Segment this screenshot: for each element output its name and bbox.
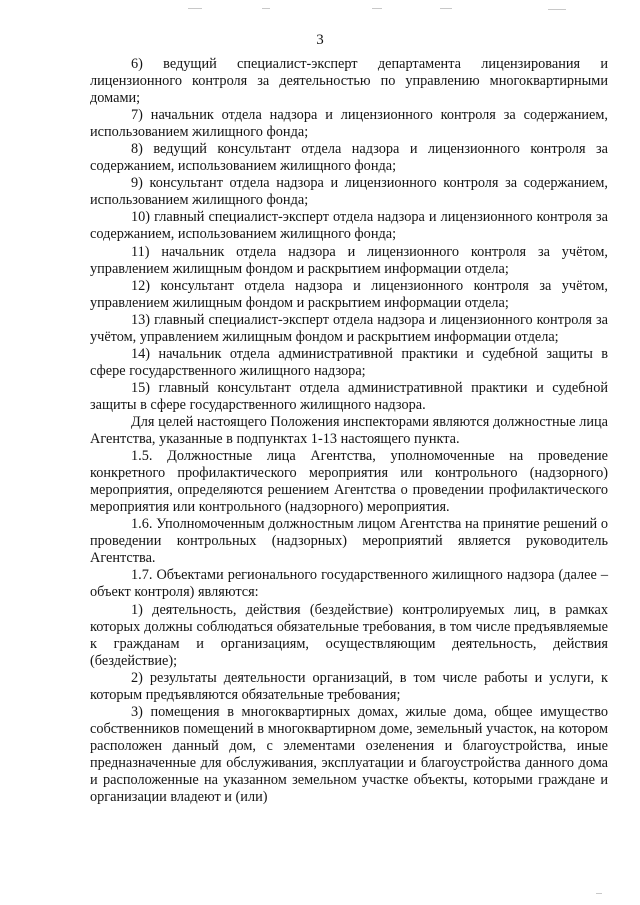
section-1-6: 1.6. Уполномоченным должностным лицом Агентства на принятие решений о проведении контрольных (надзорных) мероприятий является руководитель Агентства. <box>90 516 608 567</box>
object-item-3: 3) помещения в многоквартирных домах, жилые дома, общее имущество собственников помещений в многоквартирном доме, земельный участок, на котором расположен данный дом, с элементами озеленения и благоустройства, иные предназначенные для обслуживания, эксплуатации и благоустройства данного дома и расположенные на указанном земельном участке объекты, которыми граждане и организации владеют и (или) <box>90 703 608 806</box>
document-body <box>90 56 608 806</box>
list-item-13: 13) главный специалист-эксперт отдела надзора и лицензионного контроля за учётом, управлением жилищным фондом и раскрытием информации отдела; <box>90 311 608 345</box>
section-1-5: 1.5. Должностные лица Агентства, уполномоченные на проведение конкретного профилактического мероприятия или контрольного (надзорного) мероприятия, определяются решением Агентства о проведении профилактического мероприятия или контрольного (надзорного) мероприятия. <box>90 448 608 516</box>
scan-artifact <box>440 8 452 9</box>
page-number: 3 <box>316 32 324 48</box>
scan-artifact <box>188 8 202 9</box>
scan-artifact <box>262 8 270 9</box>
list-item-15: 15) главный консультант отдела административной практики и судебной защиты в сфере государственного жилищного надзора. <box>90 379 608 413</box>
list-item-11: 11) начальник отдела надзора и лицензионного контроля за учётом, управлением жилищным фондом и раскрытием информации отдела; <box>90 243 608 277</box>
list-item-7: 7) начальник отдела надзора и лицензионного контроля за содержанием, использованием жилищного фонда; <box>90 107 608 141</box>
list-item-9: 9) консультант отдела надзора и лицензионного контроля за содержанием, использованием жилищного фонда; <box>90 175 608 209</box>
scan-artifact <box>596 893 602 894</box>
list-item-12: 12) консультант отдела надзора и лицензионного контроля за учётом, управлением жилищным фондом и раскрытием информации отдела; <box>90 277 608 311</box>
scan-artifact <box>372 8 382 9</box>
list-item-8: 8) ведущий консультант отдела надзора и лицензионного контроля за содержанием, использованием жилищного фонда; <box>90 141 608 175</box>
section-1-7: 1.7. Объектами регионального государственного жилищного надзора (далее – объект контроля) являются: <box>90 567 608 601</box>
scan-artifact <box>548 9 566 10</box>
inspectors-paragraph: Для целей настоящего Положения инспекторами являются должностные лица Агентства, указанные в подпунктах 1-13 настоящего пункта. <box>90 413 608 448</box>
list-item-10: 10) главный специалист-эксперт отдела надзора и лицензионного контроля за содержанием, использованием жилищного фонда; <box>90 209 608 243</box>
object-item-2: 2) результаты деятельности организаций, в том числе работы и услуги, к которым предъявляются обязательные требования; <box>90 669 608 703</box>
object-item-1: 1) деятельность, действия (бездействие) контролируемых лиц, в рамках которых должны соблюдаться обязательные требования, в том числе предъявляемые к гражданам и организациям, осуществляющим деятельность, действия (бездействие); <box>90 601 608 669</box>
list-item-6: 6) ведущий специалист-эксперт департамента лицензирования и лицензионного контроля за деятельностью по управлению многоквартирными домами; <box>90 56 608 107</box>
list-item-14: 14) начальник отдела административной практики и судебной защиты в сфере государственного жилищного надзора; <box>90 345 608 379</box>
